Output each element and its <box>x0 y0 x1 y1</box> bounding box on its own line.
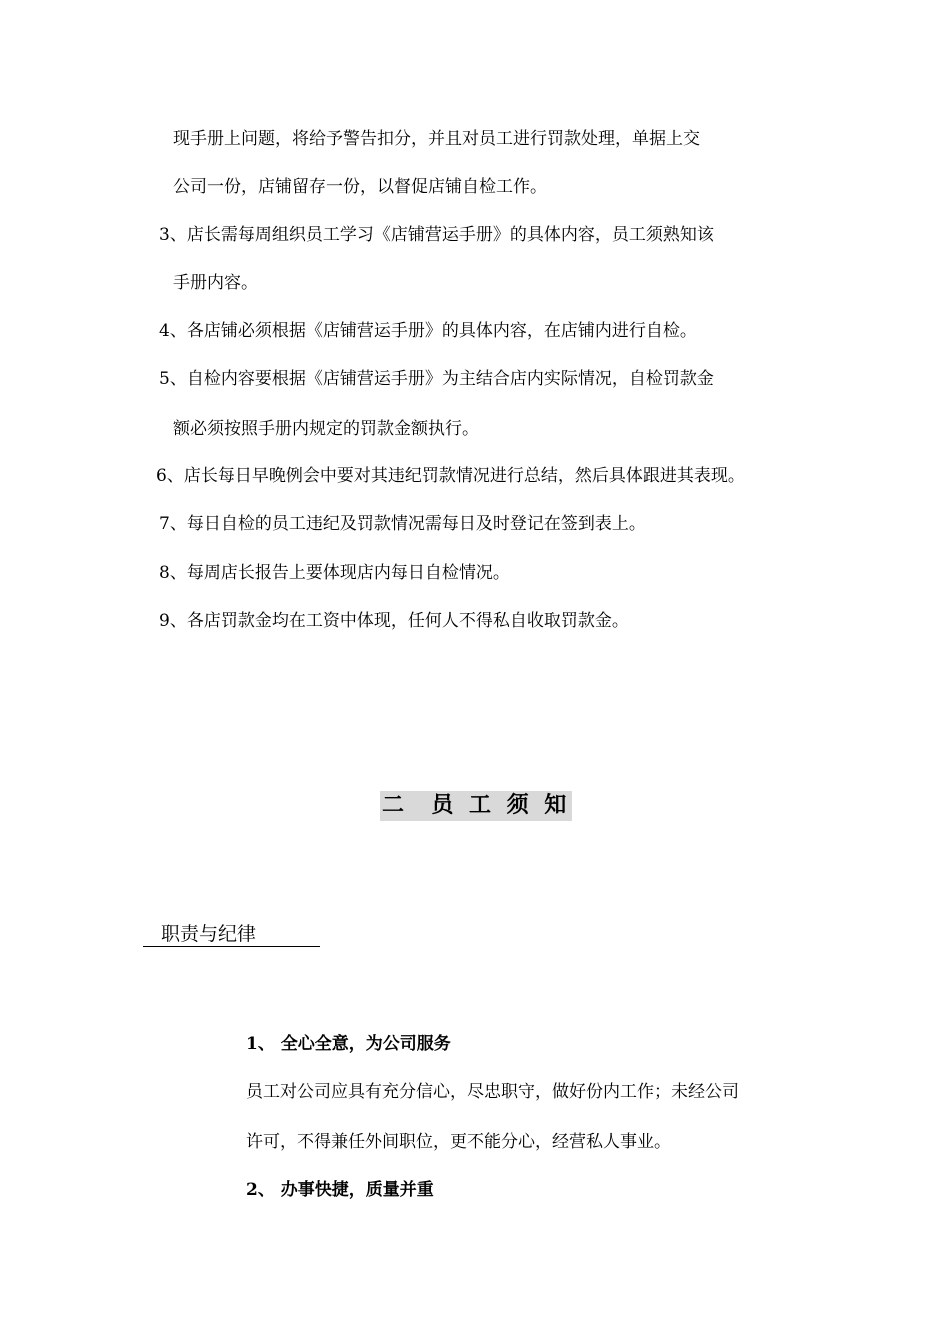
rule-item-5: 5、自检内容要根据《店铺营运手册》为主结合店内实际情况，自检罚款金 <box>159 369 714 389</box>
item-1-body-line-1: 员工对公司应具有充分信心，尽忠职守，做好份内工作；未经公司 <box>246 1082 739 1102</box>
rule-item-4: 4、各店铺必须根据《店铺营运手册》的具体内容，在店铺内进行自检。 <box>159 321 697 341</box>
rule-item-7: 7、每日自检的员工违纪及罚款情况需每日及时登记在签到表上。 <box>159 514 646 534</box>
rule-item-8: 8、每周店长报告上要体现店内每日自检情况。 <box>159 563 510 583</box>
rule-line-continuation-2: 公司一份，店铺留存一份，以督促店铺自检工作。 <box>173 177 547 197</box>
rule-line-continuation-1: 现手册上问题，将给予警告扣分，并且对员工进行罚款处理，单据上交 <box>173 129 700 149</box>
rule-item-5-continuation: 额必须按照手册内规定的罚款金额执行。 <box>173 419 479 439</box>
item-2-heading: 2、 办事快捷，质量并重 <box>246 1180 434 1200</box>
rule-item-3: 3、店长需每周组织员工学习《店铺营运手册》的具体内容，员工须熟知该 <box>159 225 714 245</box>
section-title: 二 员 工 须 知 <box>380 791 572 821</box>
rule-item-6: 6、店长每日早晚例会中要对其违纪罚款情况进行总结，然后具体跟进其表现。 <box>156 466 745 486</box>
rule-item-9: 9、各店罚款金均在工资中体现，任何人不得私自收取罚款金。 <box>159 611 629 631</box>
item-1-heading: 1、 全心全意，为公司服务 <box>246 1034 451 1054</box>
item-1-body-line-2: 许可，不得兼任外间职位，更不能分心，经营私人事业。 <box>246 1132 671 1152</box>
subsection-title: 职责与纪律 <box>143 922 320 947</box>
rule-item-3-continuation: 手册内容。 <box>173 273 258 293</box>
